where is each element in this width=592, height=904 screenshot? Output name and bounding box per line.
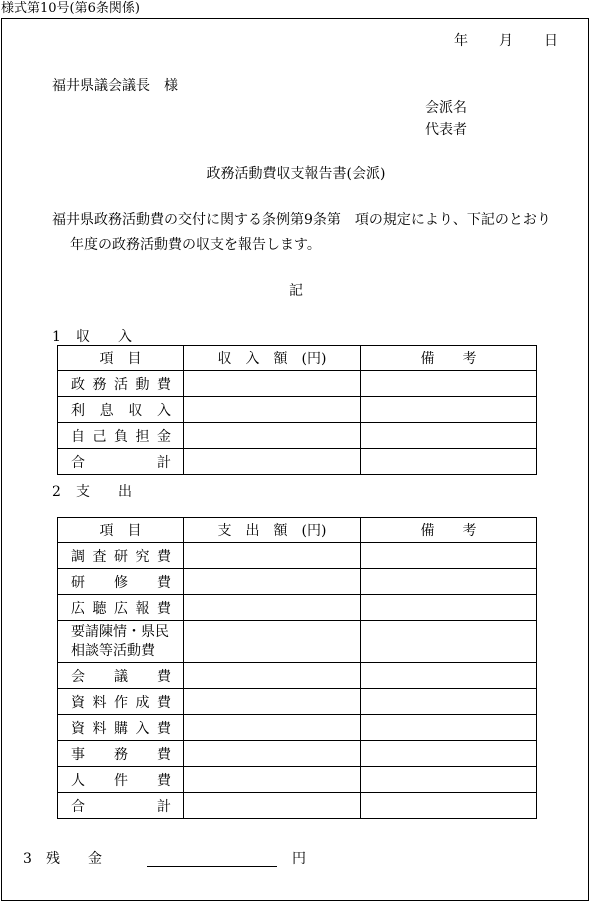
expenditure-amount-cell[interactable] (184, 741, 361, 767)
table-row (58, 741, 537, 767)
expenditure-total-label: 合 計 (58, 793, 184, 819)
expenditure-item-material-purchase: 資 料 購 入 費 (58, 715, 184, 741)
expenditure-item-research: 調 査 研 究 費 (58, 543, 184, 569)
expenditure-amount-cell[interactable] (184, 569, 361, 595)
table-row (58, 397, 537, 423)
income-amount-cell[interactable] (184, 397, 361, 423)
expenditure-remarks-cell[interactable] (361, 621, 537, 663)
table-row (58, 621, 537, 663)
body-line-2: 年度の政務活動費の収支を報告します。 (70, 237, 321, 253)
expenditure-amount-cell[interactable] (184, 595, 361, 621)
income-table (57, 345, 537, 475)
expenditure-item-public-relations: 広 聴 広 報 費 (58, 595, 184, 621)
faction-name-label: 会派名 (425, 100, 467, 116)
table-row (58, 449, 537, 475)
expenditure-remarks-cell[interactable] (361, 569, 537, 595)
income-remarks-cell[interactable] (361, 423, 537, 449)
table-row (58, 595, 537, 621)
balance-unit: 円 (292, 851, 306, 867)
document-title: 政務活動費収支報告書(会派) (206, 166, 386, 182)
income-total-label: 合 計 (58, 449, 184, 475)
expenditure-amount-cell[interactable] (184, 689, 361, 715)
body-line-1: 福井県政務活動費の交付に関する条例第9条第 項の規定により、下記のとおり (52, 212, 551, 228)
table-row (58, 689, 537, 715)
income-remarks-cell[interactable] (361, 371, 537, 397)
income-header-row (58, 346, 537, 371)
expenditure-remarks-cell[interactable] (361, 689, 537, 715)
expenditure-amount-cell[interactable] (184, 767, 361, 793)
table-row (58, 371, 537, 397)
date-year: 年 (454, 33, 468, 49)
expenditure-item-line1: 要請陳情・県民 (71, 623, 169, 640)
expenditure-remarks-cell[interactable] (361, 767, 537, 793)
table-row (58, 767, 537, 793)
expenditure-item-training: 研 修 費 (58, 569, 184, 595)
expenditure-table (57, 517, 537, 819)
expenditure-item-personnel: 人 件 費 (58, 767, 184, 793)
income-amount-cell[interactable] (184, 423, 361, 449)
expenditure-remarks-cell[interactable] (361, 741, 537, 767)
income-total-amount-cell[interactable] (184, 449, 361, 475)
expenditure-header-item: 項 目 (58, 518, 184, 543)
expenditure-section-number: 2 (52, 484, 61, 500)
expenditure-remarks-cell[interactable] (361, 715, 537, 741)
income-section-number: 1 (52, 329, 61, 345)
table-row (58, 793, 537, 819)
income-total-remarks-cell[interactable] (361, 449, 537, 475)
expenditure-remarks-cell[interactable] (361, 663, 537, 689)
expenditure-remarks-cell[interactable] (361, 543, 537, 569)
income-item-political-activity: 政 務 活 動 費 (58, 371, 184, 397)
income-header-item: 項 目 (58, 346, 184, 371)
table-row (58, 543, 537, 569)
expenditure-item-petition-consultation (58, 621, 184, 663)
expenditure-header-amount: 支 出 額 (円) (184, 518, 361, 543)
table-row (58, 715, 537, 741)
expenditure-total-remarks-cell[interactable] (361, 793, 537, 819)
form-number-label: 様式第10号(第6条関係) (1, 1, 140, 16)
expenditure-total-amount-cell[interactable] (184, 793, 361, 819)
expenditure-amount-cell[interactable] (184, 543, 361, 569)
table-row (58, 423, 537, 449)
expenditure-amount-cell[interactable] (184, 715, 361, 741)
income-item-interest: 利 息 収 入 (58, 397, 184, 423)
expenditure-item-office: 事 務 費 (58, 741, 184, 767)
expenditure-amount-cell[interactable] (184, 663, 361, 689)
income-header-amount: 収 入 額 (円) (184, 346, 361, 371)
table-row (58, 663, 537, 689)
table-row (58, 569, 537, 595)
income-item-self-pay: 自 己 負 担 金 (58, 423, 184, 449)
expenditure-item-meeting: 会 議 費 (58, 663, 184, 689)
expenditure-item-material-creation: 資 料 作 成 費 (58, 689, 184, 715)
date-day: 日 (544, 33, 558, 49)
balance-section-number: 3 (23, 851, 32, 867)
ki-heading: 記 (289, 283, 303, 299)
balance-section-label: 残 金 (46, 851, 102, 867)
date-month: 月 (499, 33, 513, 49)
income-header-remarks: 備 考 (361, 346, 537, 371)
addressee: 福井県議会議長 様 (52, 78, 178, 94)
expenditure-header-row (58, 518, 537, 543)
expenditure-section-label: 支 出 (76, 484, 132, 500)
representative-label: 代表者 (425, 122, 467, 138)
expenditure-item-line2: 相談等活動費 (71, 642, 155, 659)
expenditure-header-remarks: 備 考 (361, 518, 537, 543)
income-remarks-cell[interactable] (361, 397, 537, 423)
expenditure-remarks-cell[interactable] (361, 595, 537, 621)
income-amount-cell[interactable] (184, 371, 361, 397)
balance-amount-blank[interactable] (147, 866, 277, 867)
income-section-label: 収 入 (76, 329, 132, 345)
expenditure-amount-cell[interactable] (184, 621, 361, 663)
